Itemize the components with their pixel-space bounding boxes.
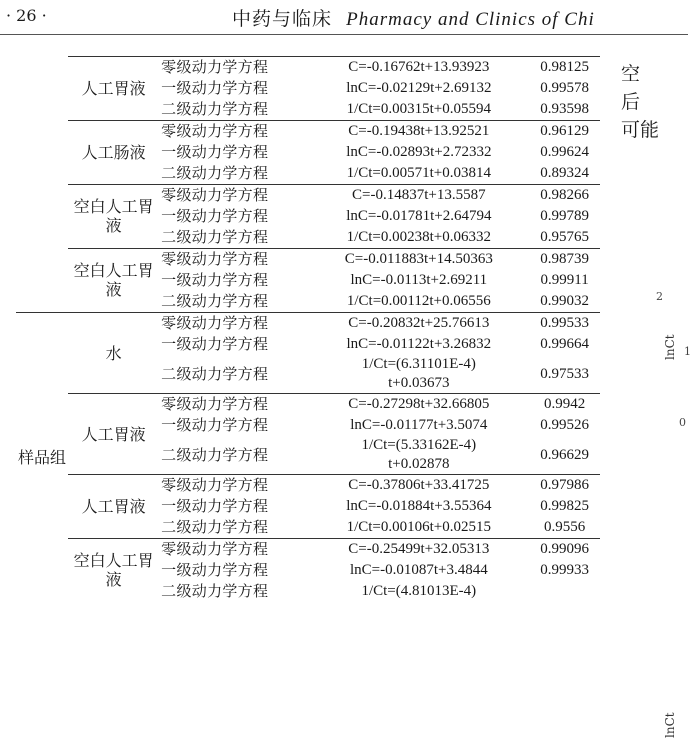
- sample-label-text: 空白人工胃液: [73, 260, 154, 299]
- sample-label: [68, 121, 159, 185]
- kinetics-table-grid: [16, 56, 600, 602]
- group-label: [16, 57, 68, 313]
- sample-label: [68, 249, 159, 313]
- kinetics-table: [16, 56, 600, 602]
- equation-type-cell: 二级动力学方程: [161, 582, 269, 600]
- formula-text: 1/Ct=(6.31101E-4) t+0.03673: [361, 356, 476, 391]
- r-value-cell: 0.99911: [540, 272, 589, 288]
- equation-type-cell: 零级动力学方程: [159, 394, 308, 416]
- r-value-cell: 0.99032: [540, 293, 590, 309]
- sample-label: [68, 539, 159, 603]
- equation-type-cell: 二级动力学方程: [161, 228, 269, 246]
- r-value-cell: 0.99825: [540, 498, 590, 514]
- formula-cell: lnC=-0.0113t+2.69211: [350, 272, 488, 288]
- journal-title-en: Pharmacy and Clinics of Chi: [346, 9, 595, 30]
- r-value-cell: 0.99096: [529, 539, 600, 561]
- r-value-cell: 0.99533: [529, 313, 600, 335]
- body-text-line: 后: [621, 91, 641, 113]
- r-value-cell: 0.99578: [540, 80, 590, 96]
- group-label: 样品组: [16, 313, 68, 603]
- formula-cell: C=-0.19438t+13.92521: [308, 121, 529, 143]
- equation-type-cell: 二级动力学方程: [161, 100, 269, 118]
- equation-type-cell: 一级动力学方程: [161, 561, 269, 579]
- formula-text: 1/Ct=(5.33162E-4) t+0.02878: [361, 437, 477, 472]
- formula-cell: 1/Ct=0.00315t+0.05594: [346, 101, 492, 117]
- r-value-cell: 0.93598: [540, 101, 590, 117]
- equation-type-cell: 零级动力学方程: [159, 249, 308, 271]
- r-value-cell: 0.97986: [529, 475, 600, 497]
- r-value-cell: 0.99526: [540, 417, 590, 433]
- equation-type-cell: 一级动力学方程: [161, 79, 269, 97]
- formula-cell: 1/Ct=(4.81013E-4): [361, 583, 477, 599]
- formula-cell: lnC=-0.02893t+2.72332: [346, 144, 492, 160]
- y-axis-label: lnCt: [663, 712, 677, 738]
- equation-type-cell: 二级动力学方程: [161, 364, 269, 383]
- formula-cell: C=-0.25499t+32.05313: [308, 539, 529, 561]
- journal-title-cn: 中药与临床: [232, 8, 333, 30]
- table-row: [16, 185, 600, 207]
- body-text-column: [621, 60, 659, 144]
- formula-cell: 1/Ct=0.00106t+0.02515: [346, 519, 492, 535]
- sample-label: [68, 394, 159, 475]
- table-row: [16, 394, 600, 416]
- formula-cell: C=-0.16762t+13.93923: [308, 57, 529, 79]
- equation-type-cell: 零级动力学方程: [159, 121, 308, 143]
- r-value-cell: 0.99624: [540, 144, 590, 160]
- table-row: [16, 475, 600, 497]
- formula-cell: lnC=-0.01781t+2.64794: [346, 208, 492, 224]
- equation-type-cell: 一级动力学方程: [161, 497, 269, 515]
- axis-tick-label: 1: [684, 345, 691, 358]
- r-value-cell: 0.89324: [540, 165, 590, 181]
- equation-type-cell: 一级动力学方程: [161, 207, 269, 225]
- page-number: · 26 ·: [6, 6, 47, 25]
- equation-type-cell: 零级动力学方程: [159, 185, 308, 207]
- sample-label: [68, 313, 159, 394]
- equation-type-cell: 零级动力学方程: [159, 313, 308, 335]
- formula-cell: C=-0.20832t+25.76613: [308, 313, 529, 335]
- r-value-cell: 0.96129: [529, 121, 600, 143]
- formula-cell: lnC=-0.01087t+3.4844: [349, 562, 488, 578]
- formula-cell: C=-0.27298t+32.66805: [308, 394, 529, 416]
- r-value-cell: 0.98125: [529, 57, 600, 79]
- r-value-cell: 0.95765: [540, 229, 590, 245]
- formula-cell: lnC=-0.02129t+2.69132: [346, 80, 492, 96]
- formula-cell: lnC=-0.01884t+3.55364: [346, 498, 492, 514]
- body-text-line: 可能: [621, 119, 660, 141]
- formula-cell: C=-0.14837t+13.5587: [308, 185, 529, 207]
- sample-label-text: 水: [105, 343, 122, 363]
- axis-tick-label: 2: [656, 290, 663, 303]
- equation-type-cell: 一级动力学方程: [161, 271, 269, 289]
- sample-label: [68, 185, 159, 249]
- sample-label-text: 人工胃液: [81, 79, 146, 98]
- r-value-cell: 0.98266: [529, 185, 600, 207]
- equation-type-cell: 零级动力学方程: [159, 539, 308, 561]
- sample-label: [68, 475, 159, 539]
- y-axis-label: lnCt: [663, 334, 677, 360]
- r-value-cell: [529, 581, 600, 602]
- table-row: [16, 539, 600, 561]
- table-row: [16, 121, 600, 143]
- sample-label-text: 空白人工胃液: [73, 196, 154, 235]
- table-row: [16, 57, 600, 79]
- equation-type-cell: 零级动力学方程: [159, 57, 308, 79]
- r-value-cell: 0.99933: [540, 562, 590, 578]
- sample-label-text: 人工肠液: [81, 143, 146, 162]
- equation-type-cell: 零级动力学方程: [159, 475, 308, 497]
- formula-cell: C=-0.011883t+14.50363: [308, 249, 529, 271]
- r-value-cell: 0.99664: [540, 336, 590, 352]
- r-value-cell: 0.9556: [544, 519, 586, 535]
- page-header: [0, 0, 688, 35]
- table-row: [16, 249, 600, 271]
- formula-cell: 1/Ct=0.00238t+0.06332: [346, 229, 492, 245]
- formula-cell: lnC=-0.01177t+3.5074: [350, 417, 488, 433]
- formula-cell: 1/Ct=0.00112t+0.06556: [346, 293, 491, 309]
- equation-type-cell: 二级动力学方程: [161, 518, 269, 536]
- formula-cell: lnC=-0.01122t+3.26832: [346, 336, 492, 352]
- equation-type-cell: 一级动力学方程: [161, 335, 269, 353]
- formula-cell: 1/Ct=0.00571t+0.03814: [346, 165, 492, 181]
- r-value-cell: 0.97533: [540, 365, 590, 382]
- equation-type-cell: 二级动力学方程: [161, 445, 269, 464]
- equation-type-cell: 一级动力学方程: [161, 416, 269, 434]
- equation-type-cell: 二级动力学方程: [161, 292, 269, 310]
- sample-label-text: 人工胃液: [81, 497, 146, 516]
- r-value-cell: 0.9942: [529, 394, 600, 416]
- equation-type-cell: 一级动力学方程: [161, 143, 269, 161]
- table-row: [16, 313, 600, 335]
- body-text-line: 空: [621, 63, 641, 85]
- journal-title: [232, 4, 595, 31]
- formula-cell: [308, 355, 529, 394]
- r-value-cell: 0.99789: [540, 208, 590, 224]
- r-value-cell: 0.98739: [529, 249, 600, 271]
- r-value-cell: 0.96629: [540, 446, 590, 463]
- equation-type-cell: 二级动力学方程: [161, 164, 269, 182]
- axis-tick-label: 0: [679, 416, 686, 429]
- formula-cell: C=-0.37806t+33.41725: [308, 475, 529, 497]
- sample-label-text: 空白人工胃液: [73, 550, 154, 589]
- sample-label-text: 人工胃液: [81, 424, 146, 444]
- formula-cell: [308, 436, 529, 475]
- sample-label: [68, 57, 159, 121]
